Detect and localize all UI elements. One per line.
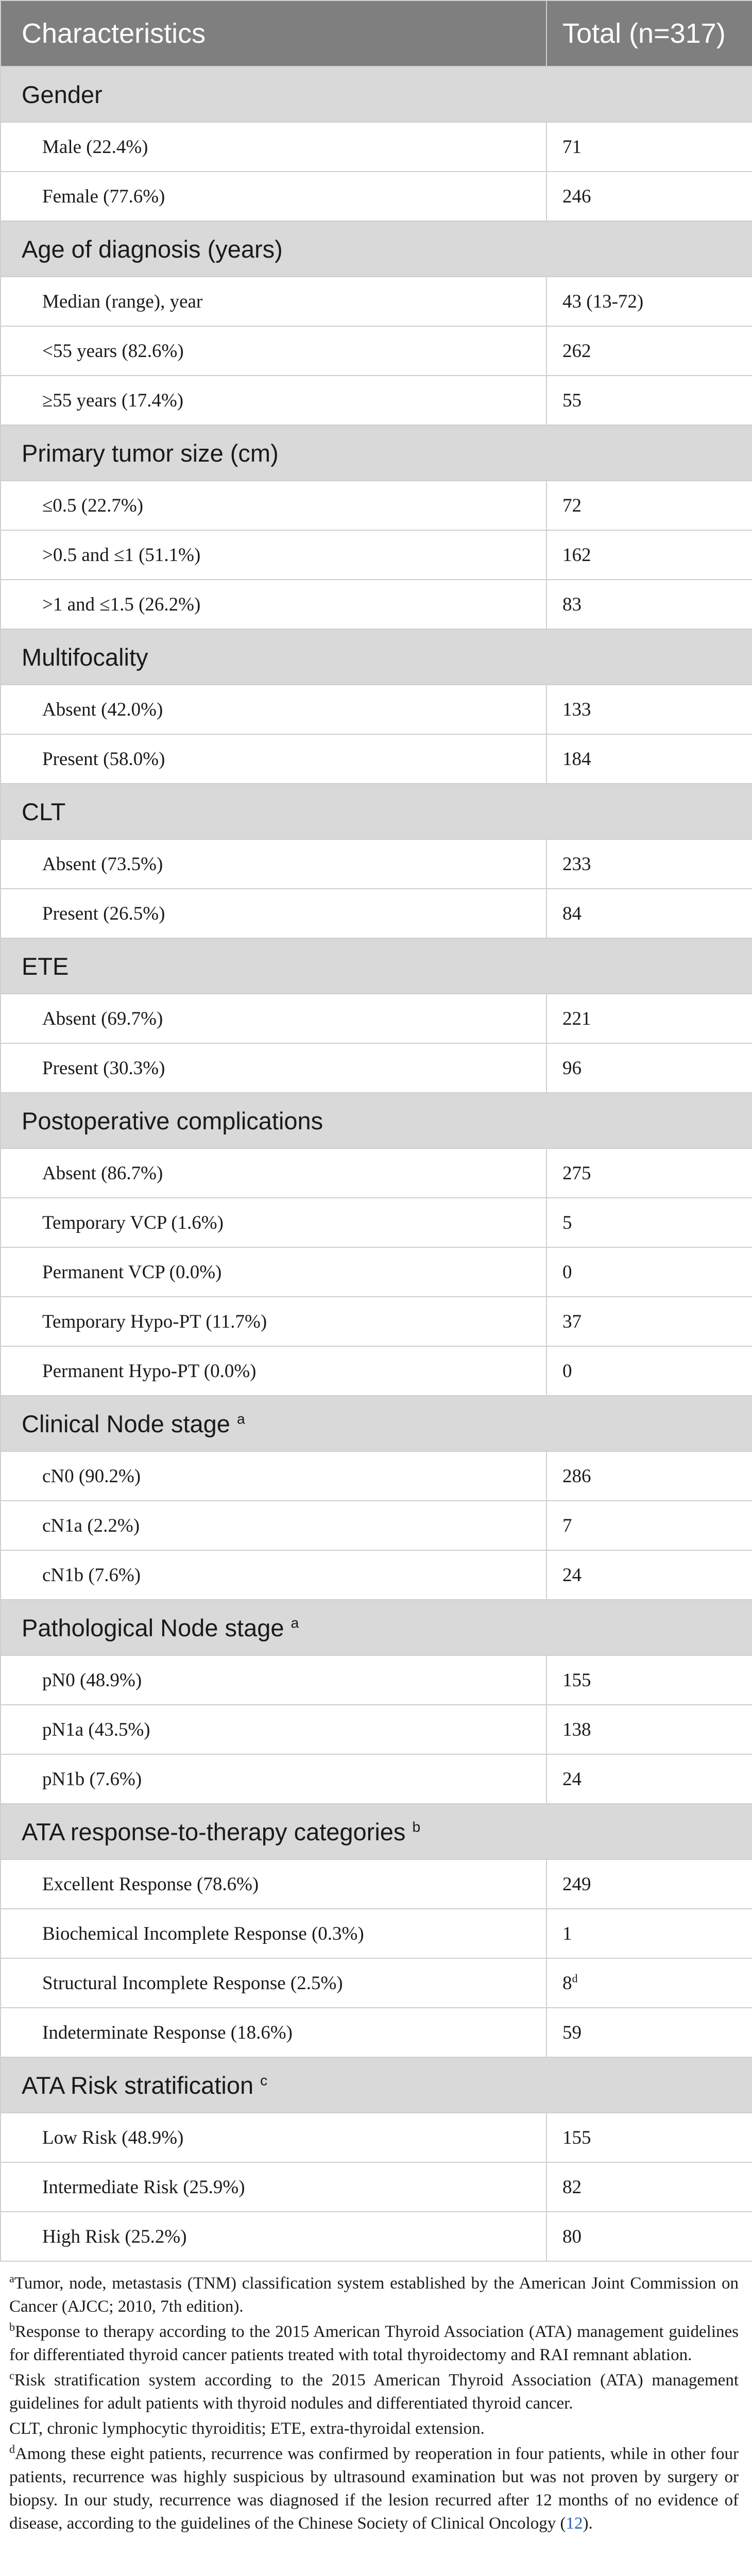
row-label: Permanent VCP (0.0%) — [1, 1247, 546, 1297]
footnote-marker: c — [260, 2071, 268, 2088]
table-row — [1, 1958, 752, 2008]
section-row — [1, 1093, 752, 1148]
row-label: pN1a (43.5%) — [1, 1705, 546, 1754]
footnote — [9, 2417, 739, 2441]
table-row — [1, 685, 752, 734]
section-title-text: CLT — [22, 798, 66, 825]
row-label: cN1a (2.2%) — [1, 1501, 546, 1550]
row-label: >1 and ≤1.5 (26.2%) — [1, 580, 546, 629]
row-value-text: 1 — [562, 1923, 572, 1944]
footnote-mark: d — [9, 2443, 15, 2455]
row-value-text: 55 — [562, 389, 582, 411]
row-value — [546, 839, 752, 889]
row-label: Median (range), year — [1, 277, 546, 326]
row-value-text: 24 — [562, 1768, 582, 1790]
row-value-text: 82 — [562, 2176, 582, 2198]
row-value-text: 96 — [562, 1057, 582, 1079]
table-row — [1, 277, 752, 326]
table-row — [1, 839, 752, 889]
footnote-mark: b — [9, 2320, 15, 2333]
table-row — [1, 1297, 752, 1346]
row-value — [546, 2212, 752, 2261]
table-row — [1, 1754, 752, 1804]
row-label: Male (22.4%) — [1, 122, 546, 172]
footnote-marker: a — [237, 1410, 245, 1427]
section-row — [1, 1396, 752, 1451]
section-row — [1, 629, 752, 685]
row-value — [546, 277, 752, 326]
row-value — [546, 889, 752, 938]
table-row — [1, 326, 752, 376]
footnote-marker: b — [412, 1818, 421, 1835]
table-row — [1, 1148, 752, 1198]
table-row — [1, 172, 752, 221]
row-label: Absent (69.7%) — [1, 994, 546, 1043]
row-label: Permanent Hypo-PT (0.0%) — [1, 1346, 546, 1396]
table-row — [1, 734, 752, 784]
row-label: >0.5 and ≤1 (51.1%) — [1, 530, 546, 580]
row-label: Female (77.6%) — [1, 172, 546, 221]
table-row — [1, 1859, 752, 1909]
row-label: Excellent Response (78.6%) — [1, 1859, 546, 1909]
row-label: Absent (86.7%) — [1, 1148, 546, 1198]
row-value — [546, 2113, 752, 2162]
section-title — [1, 66, 752, 122]
row-label: ≤0.5 (22.7%) — [1, 481, 546, 530]
section-title — [1, 1804, 752, 1859]
row-value — [546, 376, 752, 425]
row-label: Intermediate Risk (25.9%) — [1, 2162, 546, 2212]
row-label: Low Risk (48.9%) — [1, 2113, 546, 2162]
row-value-text: 43 (13-72) — [562, 291, 644, 312]
section-title-text: Primary tumor size (cm) — [22, 439, 279, 467]
row-value-text: 133 — [562, 699, 591, 720]
row-value — [546, 1705, 752, 1754]
table-row — [1, 1909, 752, 1958]
row-value-text: 59 — [562, 2022, 582, 2043]
section-title — [1, 784, 752, 839]
row-label: Biochemical Incomplete Response (0.3%) — [1, 1909, 546, 1958]
footnotes — [0, 2262, 752, 2535]
footnote-text: Response to therapy according to the 2015 American Thyroid Association (ATA) management guidelines for differentiated thyroid cancer patients treated with total thyroidectomy and RAI remnant ablation. — [9, 2323, 739, 2364]
header-total: Total (n=317) — [546, 1, 752, 66]
table-row — [1, 1705, 752, 1754]
row-value-text: 0 — [562, 1360, 572, 1382]
table-row — [1, 1247, 752, 1297]
footnote — [9, 2272, 739, 2318]
section-title-text: Clinical Node stage — [22, 1410, 230, 1437]
row-label: pN0 (48.9%) — [1, 1655, 546, 1705]
row-value — [546, 1501, 752, 1550]
row-label: Absent (73.5%) — [1, 839, 546, 889]
row-value — [546, 481, 752, 530]
row-value — [546, 580, 752, 629]
row-label: High Risk (25.2%) — [1, 2212, 546, 2261]
row-value — [546, 1148, 752, 1198]
section-title — [1, 221, 752, 277]
row-label: Temporary VCP (1.6%) — [1, 1198, 546, 1247]
row-value — [546, 1043, 752, 1093]
section-title — [1, 425, 752, 481]
table-row — [1, 2162, 752, 2212]
header-characteristics: Characteristics — [1, 1, 546, 66]
table-row — [1, 1346, 752, 1396]
row-label: Structural Incomplete Response (2.5%) — [1, 1958, 546, 2008]
section-title-text: Multifocality — [22, 643, 148, 671]
section-row — [1, 2057, 752, 2113]
footnote-marker: a — [290, 1614, 299, 1631]
row-value-text: 233 — [562, 853, 591, 875]
table-row — [1, 1043, 752, 1093]
row-value — [546, 122, 752, 172]
section-title — [1, 1093, 752, 1148]
row-value-text: 249 — [562, 1873, 591, 1895]
row-label: Present (30.3%) — [1, 1043, 546, 1093]
row-value — [546, 1958, 752, 2008]
row-value — [546, 685, 752, 734]
row-value-text: 221 — [562, 1008, 591, 1029]
header-row — [1, 1, 752, 66]
row-value — [546, 1346, 752, 1396]
row-value-text: 155 — [562, 1669, 591, 1691]
row-label: <55 years (82.6%) — [1, 326, 546, 376]
footnote — [9, 2443, 739, 2535]
section-title — [1, 1600, 752, 1655]
row-value-text: 262 — [562, 340, 591, 362]
table-row — [1, 1198, 752, 1247]
row-value-text: 80 — [562, 2226, 582, 2247]
table-row — [1, 481, 752, 530]
section-row — [1, 425, 752, 481]
section-title-text: Gender — [22, 80, 102, 108]
table-row — [1, 994, 752, 1043]
section-title — [1, 938, 752, 994]
table-row — [1, 1550, 752, 1600]
section-title-text: Postoperative complications — [22, 1107, 323, 1134]
table-row — [1, 1655, 752, 1705]
footnote-marker: d — [572, 1972, 578, 1985]
section-title-text: ATA response-to-therapy categories — [22, 1818, 406, 1845]
footnote — [9, 2320, 739, 2367]
row-value-text: 72 — [562, 495, 582, 516]
row-label: Present (26.5%) — [1, 889, 546, 938]
table-row — [1, 122, 752, 172]
row-value-text: 0 — [562, 1261, 572, 1283]
footnote — [9, 2369, 739, 2415]
row-value — [546, 1754, 752, 1804]
reference-link[interactable]: 12 — [566, 2514, 583, 2533]
row-value-text: 71 — [562, 136, 582, 158]
footnote-text: CLT, chronic lymphocytic thyroiditis; ETE, extra-thyroidal extension. — [9, 2419, 485, 2438]
row-label: Indeterminate Response (18.6%) — [1, 2008, 546, 2057]
section-row — [1, 66, 752, 122]
section-title-text: ETE — [22, 952, 69, 980]
row-value-text: 24 — [562, 1564, 582, 1586]
row-value — [546, 1655, 752, 1705]
row-value — [546, 326, 752, 376]
footnote-text: Among these eight patients, recurrence was confirmed by reoperation in four patients, while in other four patients, recurrence was highly suspicious by ultrasound examination but was not proven by surgery or biopsy. In our study, recurrence was diagnosed if the lesion recurred after 12 months of no evidence of disease, according to the guidelines of the Chinese Society of Clinical Oncology ( — [9, 2445, 739, 2533]
table-body — [1, 66, 752, 2261]
row-label: cN1b (7.6%) — [1, 1550, 546, 1600]
row-value-text: 8 — [562, 1972, 572, 1994]
row-value — [546, 1451, 752, 1501]
row-label: pN1b (7.6%) — [1, 1754, 546, 1804]
row-value-text: 83 — [562, 594, 582, 615]
footnote-text: Tumor, node, metastasis (TNM) classification system established by the American Joint Commission on Cancer (AJCC; 2010, 7th edition). — [9, 2274, 739, 2316]
row-value-text: 184 — [562, 748, 591, 770]
footnote-text-tail: ). — [583, 2514, 593, 2533]
table-row — [1, 530, 752, 580]
table-row — [1, 1451, 752, 1501]
row-value — [546, 530, 752, 580]
section-title-text: Age of diagnosis (years) — [22, 235, 283, 263]
section-title-text: Pathological Node stage — [22, 1614, 284, 1641]
table-row — [1, 2113, 752, 2162]
row-value — [546, 1297, 752, 1346]
table-header — [1, 1, 752, 66]
row-value-text: 275 — [562, 1162, 591, 1184]
footnote-mark: c — [9, 2369, 14, 2382]
row-value — [546, 1550, 752, 1600]
row-value — [546, 2008, 752, 2057]
table-row — [1, 580, 752, 629]
row-label: cN0 (90.2%) — [1, 1451, 546, 1501]
section-row — [1, 784, 752, 839]
row-value — [546, 1909, 752, 1958]
row-value-text: 7 — [562, 1515, 572, 1536]
section-title — [1, 2057, 752, 2113]
row-label: Absent (42.0%) — [1, 685, 546, 734]
table-row — [1, 1501, 752, 1550]
row-value — [546, 2162, 752, 2212]
row-value-text: 286 — [562, 1465, 591, 1487]
table-row — [1, 2212, 752, 2261]
row-value — [546, 1859, 752, 1909]
section-row — [1, 938, 752, 994]
section-row — [1, 1600, 752, 1655]
row-value-text: 5 — [562, 1212, 572, 1233]
section-title — [1, 1396, 752, 1451]
table-row — [1, 889, 752, 938]
row-value — [546, 1198, 752, 1247]
section-title — [1, 629, 752, 685]
section-row — [1, 1804, 752, 1859]
row-value-text: 138 — [562, 1719, 591, 1740]
row-value-text: 246 — [562, 185, 591, 207]
row-value-text: 162 — [562, 544, 591, 566]
row-value — [546, 734, 752, 784]
row-value — [546, 172, 752, 221]
footnote-text: Risk stratification system according to the 2015 American Thyroid Association (ATA) management guidelines for adult patients with thyroid nodules and differentiated thyroid cancer. — [9, 2371, 739, 2413]
section-row — [1, 221, 752, 277]
row-value-text: 155 — [562, 2127, 591, 2148]
row-label: ≥55 years (17.4%) — [1, 376, 546, 425]
row-value-text: 84 — [562, 903, 582, 924]
row-value — [546, 994, 752, 1043]
footnote-mark: a — [9, 2272, 14, 2285]
section-title-text: ATA Risk stratification — [22, 2071, 254, 2099]
row-label: Present (58.0%) — [1, 734, 546, 784]
table-row — [1, 376, 752, 425]
row-value — [546, 1247, 752, 1297]
table-row — [1, 2008, 752, 2057]
row-label: Temporary Hypo-PT (11.7%) — [1, 1297, 546, 1346]
row-value-text: 37 — [562, 1311, 582, 1332]
